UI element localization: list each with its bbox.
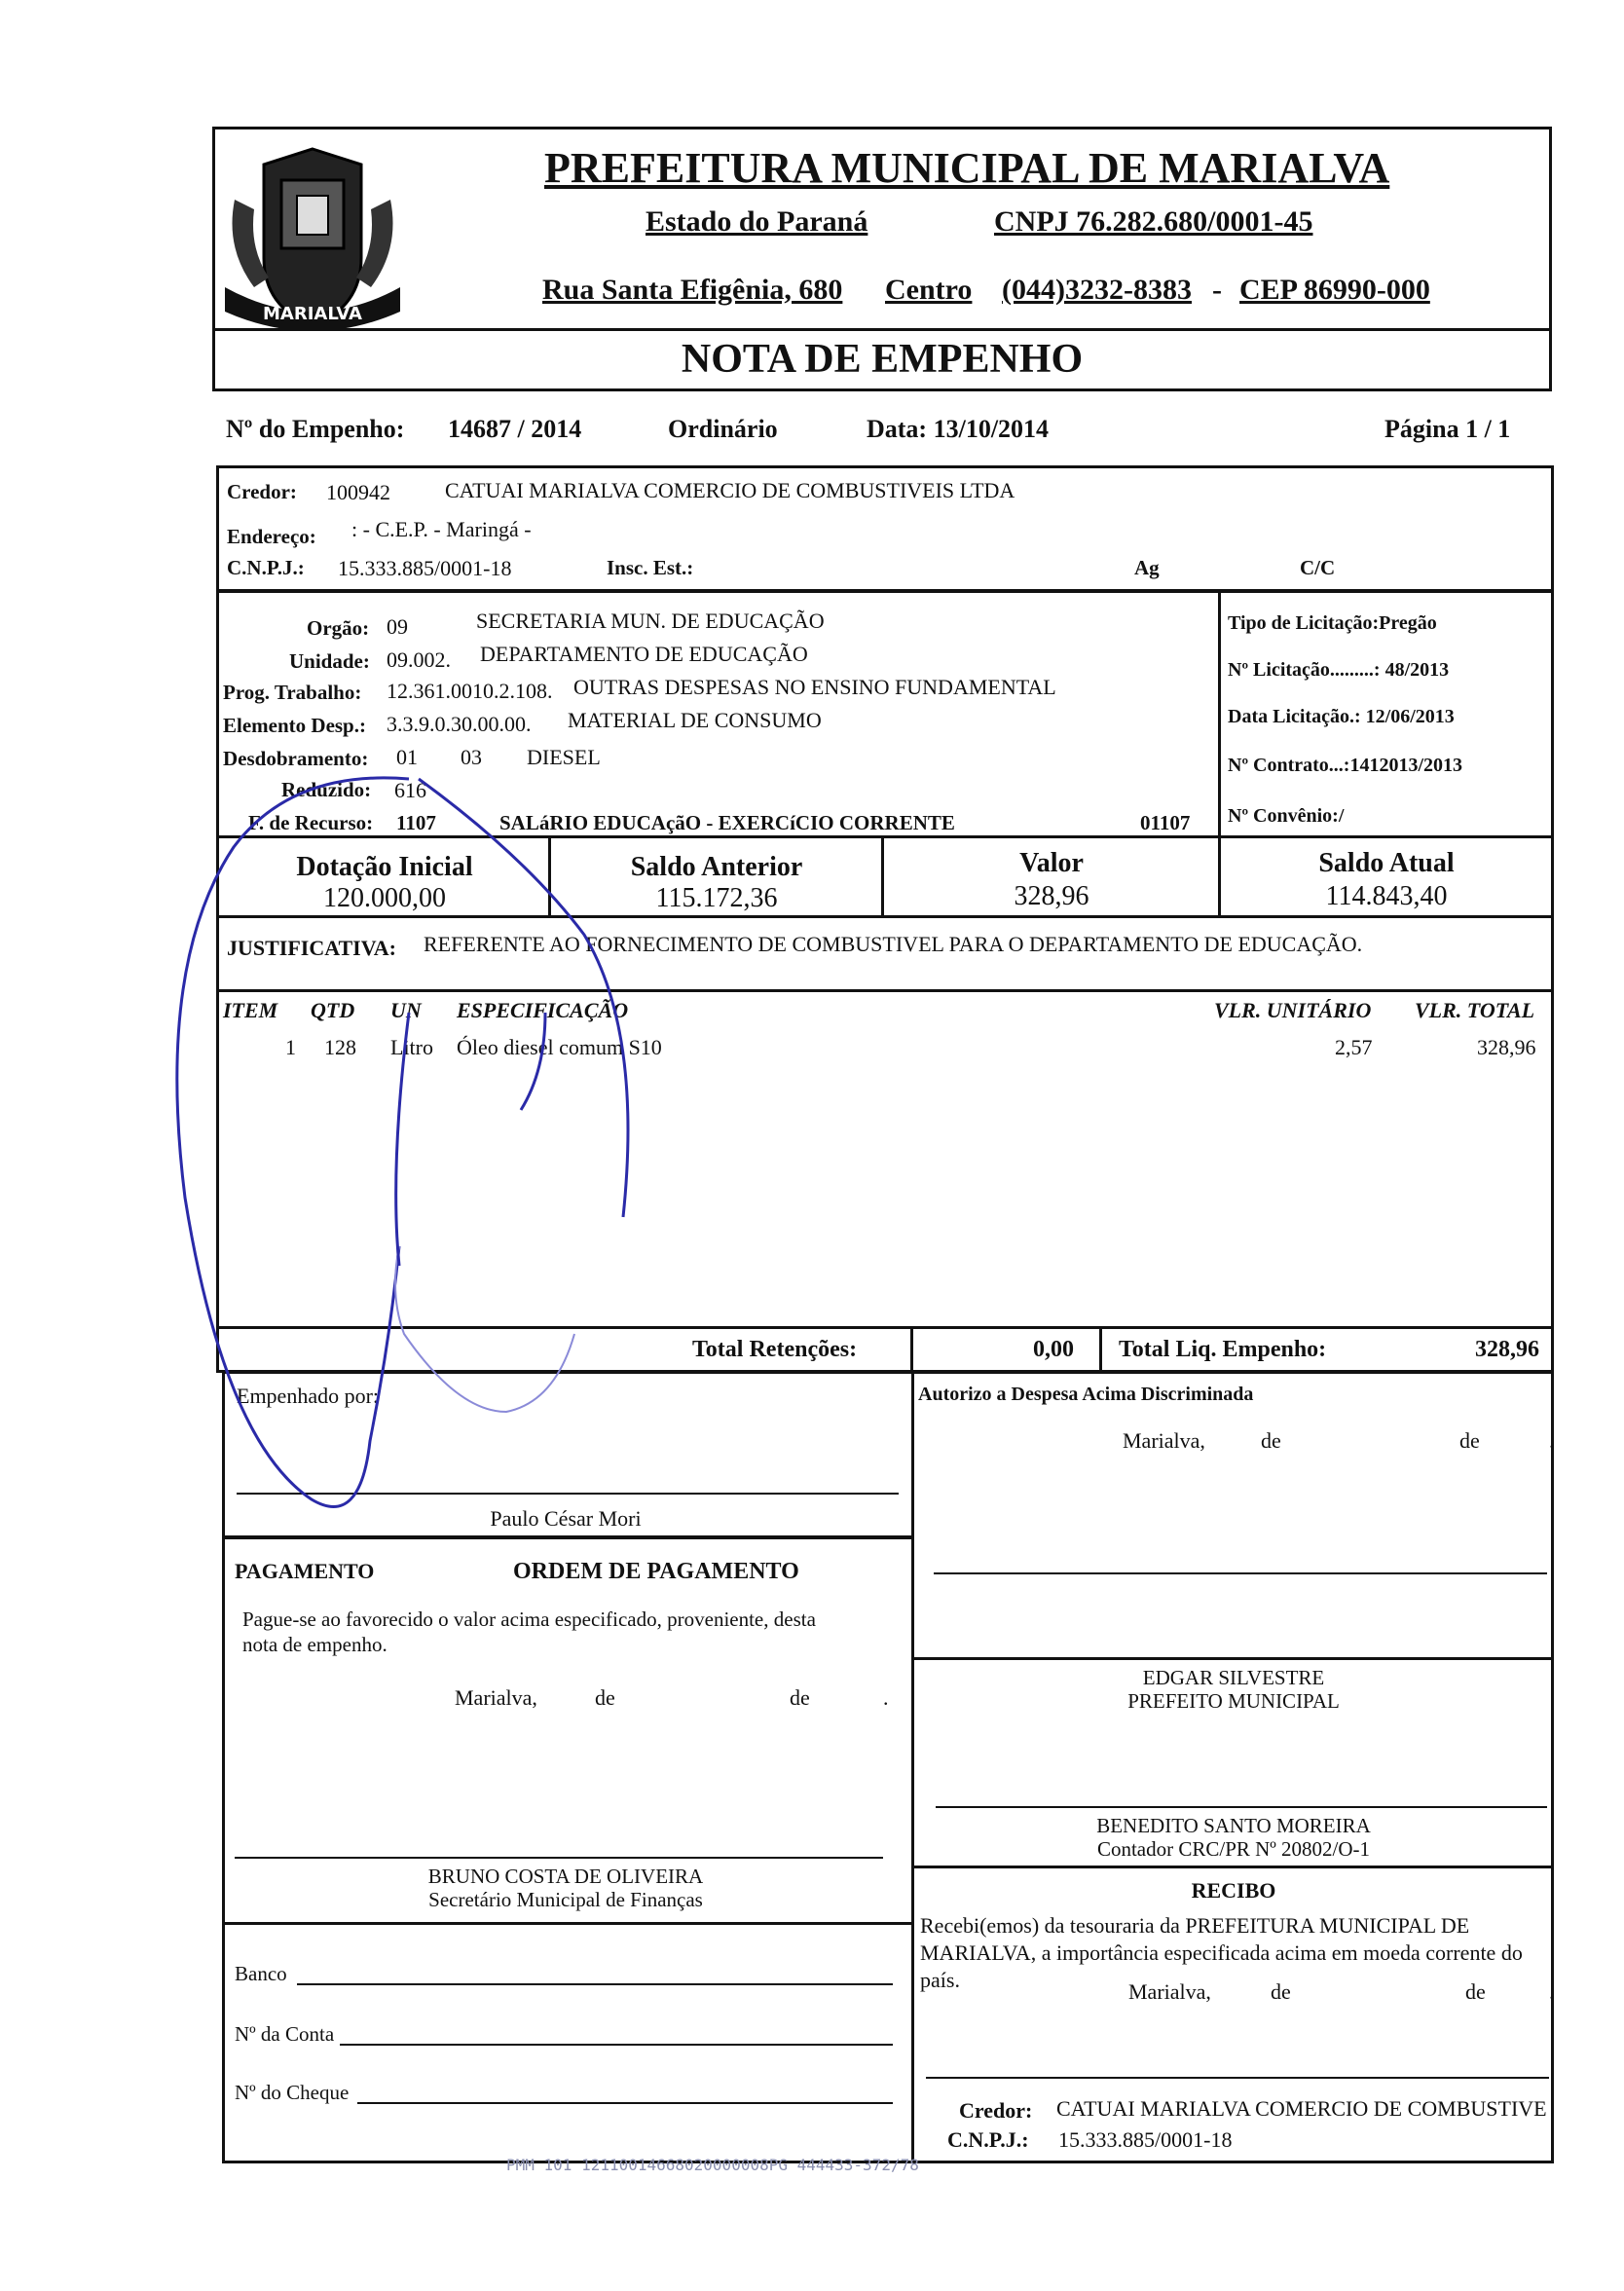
unidade-label: Unidade: bbox=[289, 649, 370, 673]
empenho-number: 14687 / 2014 bbox=[448, 415, 582, 443]
header-phone: (044)3232-8383 bbox=[1002, 274, 1192, 306]
credor-cnpj-label: C.N.P.J.: bbox=[227, 556, 305, 579]
saldo-atual-label: Saldo Atual bbox=[1318, 848, 1455, 878]
ag-label: Ag bbox=[1134, 556, 1160, 579]
pagamento-dot: . bbox=[883, 1685, 889, 1710]
cheque-label: Nº do Cheque bbox=[235, 2081, 350, 2104]
pagamento-block bbox=[222, 1536, 915, 1926]
banco-label: Banco bbox=[235, 1962, 287, 1985]
contador-role: Contador CRC/PR Nº 20802/O-1 bbox=[1096, 1837, 1371, 1861]
col-total: VLR. TOTAL bbox=[1415, 998, 1535, 1022]
row-qtd: 128 bbox=[324, 1035, 356, 1059]
retencoes-label: Total Retenções: bbox=[692, 1337, 858, 1362]
prog-desc: OUTRAS DESPESAS NO ENSINO FUNDAMENTAL bbox=[573, 675, 1056, 699]
pagamento-de-2: de bbox=[790, 1685, 810, 1710]
endereco-value: : - C.E.P. - Maringá - bbox=[351, 517, 532, 541]
liq-value: 328,96 bbox=[1475, 1337, 1539, 1362]
pagamento-city: Marialva, bbox=[455, 1685, 537, 1710]
header-block bbox=[212, 127, 1552, 391]
recibo-cnpj-label: C.N.P.J.: bbox=[947, 2127, 1029, 2152]
empenho-label: Nº do Empenho: bbox=[226, 415, 405, 443]
recibo-text-2: MARIALVA, a importância especificada acima em moeda corrente do bbox=[920, 1940, 1523, 1965]
credor-code: 100942 bbox=[326, 480, 390, 504]
autorizo-de-2: de bbox=[1459, 1428, 1480, 1453]
orgao-value: 09 bbox=[387, 614, 408, 639]
recibo-cnpj: 15.333.885/0001-18 bbox=[1058, 2127, 1233, 2152]
orgao-label: Orgão: bbox=[307, 616, 370, 640]
credor-cnpj: 15.333.885/0001-18 bbox=[338, 556, 512, 580]
prefeito-name: EDGAR SILVESTRE bbox=[1142, 1666, 1325, 1689]
prefeito-block bbox=[911, 1657, 1554, 1869]
pagamento-de-1: de bbox=[595, 1685, 615, 1710]
endereco-label: Endereço: bbox=[227, 525, 316, 548]
recurso-desc: SALáRIO EDUCAçãO - EXERCíCIO CORRENTE bbox=[499, 811, 955, 834]
empenhado-label: Empenhado por: bbox=[237, 1384, 380, 1408]
credor-block bbox=[216, 465, 1554, 592]
cc-label: C/C bbox=[1300, 556, 1336, 579]
contador-name: BENEDITO SANTO MOREIRA bbox=[1096, 1814, 1371, 1837]
row-total: 328,96 bbox=[1477, 1035, 1536, 1059]
numero-convenio: Nº Convênio:/ bbox=[1228, 805, 1345, 827]
autorizo-block bbox=[911, 1371, 1554, 1661]
row-spec: Óleo diesel comum S10 bbox=[457, 1035, 662, 1059]
recurso-label: F. de Recurso: bbox=[248, 811, 374, 834]
desd-desc: DIESEL bbox=[527, 745, 601, 769]
banco-block bbox=[222, 1922, 915, 2163]
unidade-value: 09.002. bbox=[387, 647, 451, 672]
svg-text:MARIALVA: MARIALVA bbox=[263, 304, 362, 324]
row-un: Litro bbox=[390, 1035, 433, 1059]
retencoes-value: 0,00 bbox=[1033, 1337, 1074, 1362]
items-block bbox=[216, 989, 1554, 1330]
justificativa-block bbox=[216, 915, 1554, 993]
col-spec: ESPECIFICAÇÃO bbox=[457, 998, 629, 1022]
header-cnpj: CNPJ 76.282.680/0001-45 bbox=[994, 205, 1313, 238]
recibo-de-1: de bbox=[1271, 1979, 1291, 2004]
desd-label: Desdobramento: bbox=[223, 747, 369, 770]
header-cep: CEP 86990-000 bbox=[1239, 274, 1430, 306]
valor-value: 328,96 bbox=[1014, 881, 1089, 911]
elem-desc: MATERIAL DE CONSUMO bbox=[568, 708, 822, 732]
autorizo-city: Marialva, bbox=[1123, 1428, 1205, 1453]
recibo-text-1: Recebi(emos) da tesouraria da PREFEITURA MUNICIPAL DE bbox=[920, 1913, 1470, 1938]
doc-title: NOTA DE EMPENHO bbox=[681, 337, 1084, 382]
liq-label: Total Liq. Empenho: bbox=[1119, 1337, 1327, 1362]
header-separator: - bbox=[1212, 274, 1222, 306]
empenho-date: Data: 13/10/2014 bbox=[867, 415, 1050, 443]
dotacao-block bbox=[216, 590, 1554, 839]
recibo-dot: . bbox=[1549, 1979, 1555, 2004]
empenho-page: Página 1 / 1 bbox=[1384, 415, 1511, 443]
prefeito-role: PREFEITO MUNICIPAL bbox=[1127, 1689, 1340, 1713]
dotacao-inicial-label: Dotação Inicial bbox=[296, 852, 473, 882]
credor-name: CATUAI MARIALVA COMERCIO DE COMBUSTIVEIS LTDA bbox=[445, 478, 1015, 502]
financas-role: Secretário Municipal de Finanças bbox=[428, 1888, 703, 1911]
tipo-licitacao: Tipo de Licitação:Pregão bbox=[1228, 612, 1437, 634]
col-qtd: QTD bbox=[311, 998, 355, 1022]
municipal-seal-icon bbox=[215, 141, 410, 336]
row-item: 1 bbox=[285, 1035, 296, 1059]
pagamento-text-1: Pague-se ao favorecido o valor acima especificado, proveniente, desta bbox=[242, 1607, 816, 1631]
saldo-anterior-value: 115.172,36 bbox=[655, 883, 778, 913]
recibo-de-2: de bbox=[1465, 1979, 1486, 2004]
prog-value: 12.361.0010.2.108. bbox=[387, 679, 553, 703]
numero-contrato: Nº Contrato...:1412013/2013 bbox=[1228, 755, 1463, 776]
empenho-type: Ordinário bbox=[668, 415, 778, 443]
empenhado-name: Paulo César Mori bbox=[490, 1506, 642, 1531]
conta-label: Nº da Conta bbox=[235, 2022, 335, 2046]
desd-a: 01 bbox=[396, 745, 418, 769]
recibo-text-3: país. bbox=[920, 1968, 960, 1992]
recibo-city: Marialva, bbox=[1128, 1979, 1211, 2004]
recibo-credor: CATUAI MARIALVA COMERCIO DE COMBUSTIVE bbox=[1056, 2096, 1547, 2121]
recurso-value: 1107 bbox=[396, 811, 436, 834]
reduzido-value: 616 bbox=[394, 778, 426, 802]
reduzido-label: Reduzido: bbox=[281, 778, 372, 801]
header-title: PREFEITURA MUNICIPAL DE MARIALVA bbox=[544, 144, 1390, 192]
financas-name: BRUNO COSTA DE OLIVEIRA bbox=[427, 1865, 704, 1888]
empenhado-block bbox=[222, 1371, 915, 1538]
row-unit: 2,57 bbox=[1335, 1035, 1373, 1059]
pagamento-label: PAGAMENTO bbox=[235, 1559, 375, 1583]
numero-licitacao: Nº Licitação.........: 48/2013 bbox=[1228, 659, 1450, 681]
unidade-desc: DEPARTAMENTO DE EDUCAÇÃO bbox=[480, 642, 808, 666]
col-un: UN bbox=[390, 998, 422, 1022]
recurso-code: 01107 bbox=[1140, 811, 1191, 834]
header-centro: Centro bbox=[885, 274, 973, 306]
credor-label: Credor: bbox=[227, 480, 297, 503]
pagamento-text-2: nota de empenho. bbox=[242, 1633, 388, 1656]
header-estado: Estado do Paraná bbox=[646, 205, 868, 238]
totals-block bbox=[216, 1326, 1554, 1373]
header-address: Rua Santa Efigênia, 680 bbox=[542, 274, 843, 306]
saldos-block bbox=[216, 835, 1554, 919]
saldo-atual-value: 114.843,40 bbox=[1325, 881, 1448, 911]
insc-label: Insc. Est.: bbox=[607, 556, 694, 579]
desd-b: 03 bbox=[461, 745, 482, 769]
autorizo-de-1: de bbox=[1261, 1428, 1281, 1453]
justificativa-label: JUSTIFICATIVA: bbox=[227, 936, 397, 960]
col-item: ITEM bbox=[223, 998, 278, 1022]
dotacao-inicial-value: 120.000,00 bbox=[323, 883, 446, 913]
valor-label: Valor bbox=[1019, 848, 1084, 878]
elem-label: Elemento Desp.: bbox=[223, 714, 366, 737]
autorizo-label: Autorizo a Despesa Acima Discriminada bbox=[918, 1384, 1254, 1405]
col-unit: VLR. UNITÁRIO bbox=[1214, 998, 1372, 1022]
ordem-pagamento-label: ORDEM DE PAGAMENTO bbox=[513, 1559, 799, 1584]
data-licitacao: Data Licitação.: 12/06/2013 bbox=[1228, 706, 1455, 727]
recibo-credor-label: Credor: bbox=[959, 2098, 1033, 2123]
saldo-anterior-label: Saldo Anterior bbox=[630, 852, 803, 882]
orgao-desc: SECRETARIA MUN. DE EDUCAÇÃO bbox=[476, 609, 825, 633]
elem-value: 3.3.9.0.30.00.00. bbox=[387, 712, 532, 736]
prog-label: Prog. Trabalho: bbox=[223, 681, 362, 704]
autorizo-dot: . bbox=[1549, 1428, 1555, 1453]
footer-code: PMM 101 12110014668020000008PG 444433-372/78 bbox=[506, 2156, 919, 2174]
recibo-label: RECIBO bbox=[1191, 1878, 1276, 1903]
justificativa-text: REFERENTE AO FORNECIMENTO DE COMBUSTIVEL PARA O DEPARTAMENTO DE EDUCAÇÃO. bbox=[424, 932, 1363, 956]
recibo-block bbox=[911, 1866, 1554, 2163]
